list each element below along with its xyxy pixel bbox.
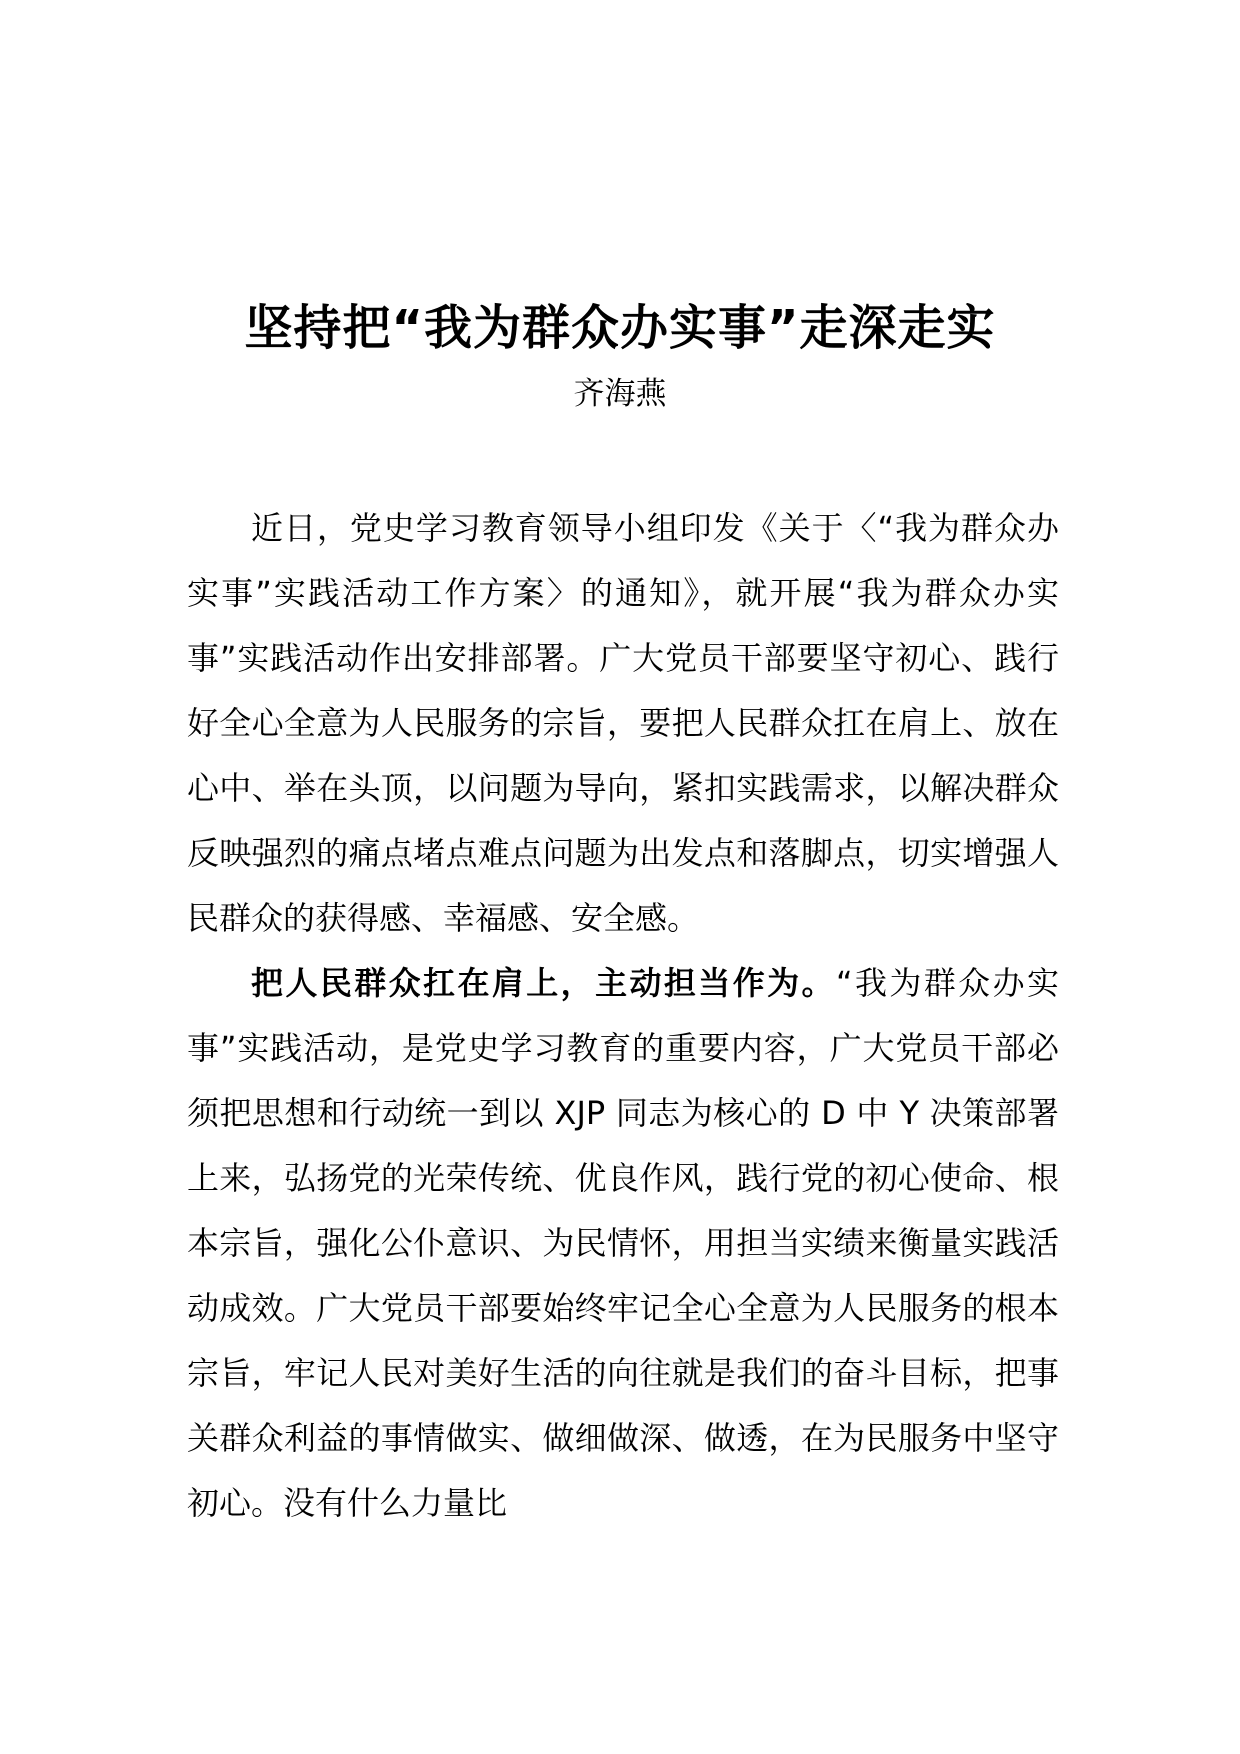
paragraph-lead: 把人民群众扛在肩上，主动担当作为。 bbox=[251, 964, 836, 1002]
paragraph-text: 近日，党史学习教育领导小组印发《关于〈“我为群众办实事”实践活动工作方案〉的通知》，就开展“我为群众办实事”实践活动作出安排部署。广大党员干部要坚守初心、践行好全心全意为人民服务的宗旨，要把人民群众扛在肩上、放在心中、举在头顶，以问题为导向，紧扣实践需求，以解决群众反映强烈的痛点堵点难点问题为出发点和落脚点，切实增强人民群众的获得感、幸福感、安全感。 bbox=[187, 509, 1059, 937]
paragraph-section-1 bbox=[187, 951, 1059, 1536]
document-title: 坚持把“我为群众办实事”走深走实 bbox=[244, 300, 996, 356]
document-body bbox=[187, 496, 1059, 1536]
paragraph-intro bbox=[187, 496, 1059, 951]
paragraph-text: “我为群众办实事”实践活动，是党史学习教育的重要内容，广大党员干部必须把思想和行动统一到以 XJP 同志为核心的 D 中 Y 决策部署上来，弘扬党的光荣传统、优良作风，践行党的初心使命、根本宗旨，强化公仆意识、为民情怀，用担当实绩来衡量实践活动成效。广大党员干部要始终牢记全心全意为人民服务的根本宗旨，牢记人民对美好生活的向往就是我们的奋斗目标，把事关群众利益的事情做实、做细做深、做透，在为民服务中坚守初心。没有什么力量比 bbox=[187, 964, 1059, 1522]
document-author: 齐海燕 bbox=[573, 376, 667, 412]
